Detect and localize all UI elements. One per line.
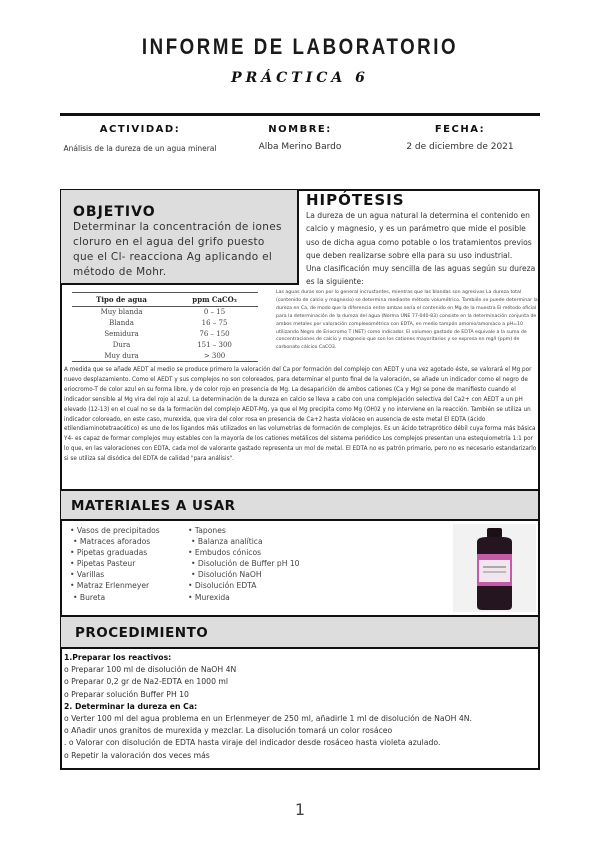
materiales-header: MATERIALES A USAR [61,489,538,521]
nombre-label: NOMBRE: [268,124,332,135]
table-header: ppm CaCO₃ [171,293,258,307]
list-item: • Matraz Erlenmeyer [70,581,150,591]
materials-list-2 [188,525,300,603]
objetivo-text: Determinar la concentración de iones cloruro en el agua del grifo puesto que el Cl- reacciona Ag aplicando el método de Mohr. [73,221,282,278]
fecha-label: FECHA: [434,124,486,135]
procedure-line: o Repetir la valoración dos veces más [64,750,210,760]
list-item: • Disolución EDTA [188,581,257,591]
list-item: • Murexida [188,592,230,602]
procedure-line: o Preparar 0,2 gr de Na2-EDTA en 1000 ml [64,677,229,687]
table-cell: Muy blanda [100,308,143,317]
materials-list-1 [70,525,160,603]
hipotesis-text-2: Una clasificación muy sencilla de las aguas según su dureza es la siguiente: [306,264,536,287]
hipotesis-section [306,192,538,289]
practice-subtitle: PRÁCTICA 6 [231,70,369,86]
procedure-line: o Preparar solución Buffer PH 10 [64,689,189,699]
procedimiento-header: PROCEDIMIENTO [61,615,538,649]
table-cell: 0 – 15 [203,308,226,317]
actividad-label: ACTIVIDAD: [99,124,181,135]
list-item: • Vasos de precipitados [70,526,160,535]
table-cell: 16 – 75 [201,319,228,328]
list-item: • Matraces aforados [73,537,151,547]
procedure-line: o Verter 100 ml del agua problema en un Erlenmeyer de 250 ml, añadirle 1 ml de disolución de NaOH 4N. [64,714,472,724]
list-item: • Balanza analítica [191,537,263,547]
list-item: • Embudos cónicos [188,548,262,558]
table-row [72,339,258,350]
list-item: • Varillas [70,570,105,580]
header-divider [60,113,540,116]
objetivo-box [61,190,299,285]
table-cell: 76 – 150 [199,329,230,338]
procedure-line: o Añadir unos granitos de murexida y mezclar. La disolución tomará un color rosáceo [64,726,393,736]
table-header: Tipo de agua [72,293,171,307]
list-item: • Pipetas graduadas [70,548,148,558]
table-cell: > 300 [203,351,226,360]
hipotesis-detail-text: Las aguas duras son por lo general incrustantes, mientras que las blandas son agresivas La dureza total (contenido de calcio y magnesio) se determina mediante método volumétrico. También se puede determinar la dureza en Ca, de modo que la diferencia entre ambas sería el contenido en Mg de la muestra El método oficial para la determinación de la dureza del agua (Norma UNE 77-040-83) consiste en la determinación conjunta de ambos metales por valoración complexométrica con EDTA, en medio tampón amonio/amoníaco a pH=10 utilizando Negro de Eriocromo T (NET) como indicador. El volumen gastado de EDTA equivale a la suma de concentraciones de calcio y magnesio que son los cationes mayoritarios y se expresa en mg/l (ppm) de carbonato cálcico CaCO3. [276,290,538,351]
procedure-line: 2. Determinar la dureza en Ca: [64,701,198,711]
list-item: • Tapones [188,526,226,535]
objetivo-title: OBJETIVO [73,204,156,220]
table-row [72,329,258,340]
table-row [72,318,258,329]
list-item: • Disolución NaOH [191,570,262,580]
table-cell: Muy dura [104,351,139,360]
list-item: • Pipetas Pasteur [70,559,136,569]
hipotesis-text: La dureza de un agua natural la determina el contenido en calcio y magnesio, y es un parámetro que mide el posible uso de dicha agua como potable o los tratamientos previos que deben realizarse sobre ella para su uso industrial. [306,211,532,260]
actividad-value: Análisis de la dureza de un agua mineral [63,144,217,153]
table-cell: 151 – 300 [197,340,232,349]
page-number: 1 [294,800,306,819]
table-row [72,307,258,318]
procedure-line: . o Valorar con disolución de EDTA hasta viraje del indicador desde rosáceo hasta violeta azulado. [64,738,441,748]
procedure-steps [64,652,538,762]
table-cell: Dura [112,340,131,349]
report-title: INFORME DE LABORATORIO [141,34,459,59]
procedure-line: 1.Preparar los reactivos: [64,653,172,662]
table-cell: Semidura [104,329,139,338]
table-header-row [72,293,258,307]
table-row [72,350,258,361]
edta-paragraph: A medida que se añade AEDT al medio se produce primero la valoración del Ca por formación del complejo con AEDT y una vez agotado éste, se valorará el Mg por nuevo desplazamiento. Como el AEDT y sus complejos no son coloreados, para determinar el punto final de la valoración, se añade un indicador como el negro de eriocromo-T de color azul en su forma libre, y de color rojo en presencia de Mg. La desaparición de ambos cationes (Ca y Mg) se pone de manifiesto cuando el indicador sensible al Mg vira del rojo al azul. La determinación de la dureza en calcio se lleva a cabo con una complejación selectiva del Ca2+ con AEDT a un pH elevado (12-13) en el cual no se da la formación del complejo AEDT-Mg, ya que el Mg precipita como Mg (OH)2 y no interviene en la reacción. También se utiliza un indicador coloreado, en este caso, murexida, que vira del color rosa en presencia de Ca+2 hasta violáceo en ausencia de este metal El EDTA (ácido etilendiaminotetraacético) es uno de los ligandos más utilizados en las volumetrías de formación de complejos. Es un ácido tetraprótico débil cuya forma más básica Y4- es capaz de formar complejos muy estables con la mayoría de los cationes metálicos del sistema periódico Los complejos presentan una estequiometría 1:1 por lo que, en las valoraciones con EDTA, cada mol de valorante gastado representa un mol de metal. El EDTA no es patrón primario, pero no es necesario estandarizarlo si se utiliza sal disódica del EDTA de calidad "para análisis". [64,367,537,463]
hipotesis-title: HIPÓTESIS [306,191,405,209]
procedure-line: o Preparar 100 ml de disolución de NaOH 4N [64,665,237,675]
nombre-value: Alba Merino Bardo [258,142,342,152]
reagent-bottle-image [453,524,536,612]
list-item: • Bureta [73,592,106,602]
list-item: • Disolución de Buffer pH 10 [191,559,300,569]
table-cell: Blanda [109,319,134,328]
bottle-icon [453,524,536,612]
fecha-value: 2 de diciembre de 2021 [406,142,514,152]
hardness-table [72,292,258,362]
